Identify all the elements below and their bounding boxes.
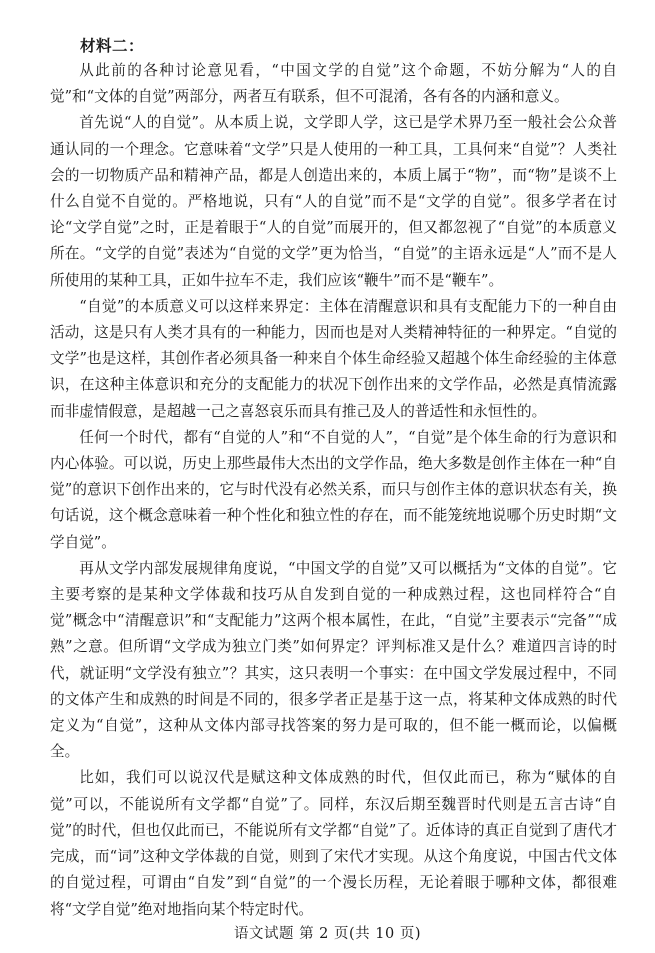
- paragraph-5: 再从文学内部发展规律角度说，“中国文学的自觉”又可以概括为“文体的自觉”。它主要考察的是某种文学体裁和技巧从自发到自觉的一种成熟过程，这也同样符合“自觉”概念中“清醒意识”和“支配能力”这两个根本属性，在此，“自觉”主要表示“完备”“成熟”之意。但所谓“文学成为独立门类”如何界定？评判标准又是什么？难道四言诗的时代，就证明“文学没有独立”？其实，这只表明一个事实：在中国文学发展过程中，不同的文体产生和成熟的时间是不同的，很多学者正是基于这一点，将某种文体成熟的时代定义为“自觉”，这种从文体内部寻找答案的努力是可取的，但不能一概而论，以偏概全。: [50, 559, 617, 761]
- paragraph-2: 首先说“人的自觉”。从本质上说，文学即人学，这已是学术界乃至一般社会公众普通认同的一个理念。它意味着“文学”只是人使用的一种工具，工具何来“自觉”？人类社会的一切物质产品和精神产品，都是人创造出来的，本质上属于“物”，而“物”是谈不上什么自觉不自觉的。严格地说，只有“人的自觉”而不是“文学的自觉”。很多学者在讨论“文学自觉”之时，正是着眼于“人的自觉”而展开的，但又都忽视了“自觉”的本质意义所在。“文学的自觉”表述为“自觉的文学”更为恰当，“自觉”的主语永远是“人”而不是人所使用的某种工具，正如牛拉车不走，我们应该“鞭牛”而不是“鞭车”。: [50, 114, 617, 289]
- paragraph-4: 任何一个时代，都有“自觉的人”和“不自觉的人”，“自觉”是个体生命的行为意识和内心体验。可以说，历史上那些最伟大杰出的文学作品，绝大多数是创作主体在一种“自觉”的意识下创作出来的，它与时代没有必然关系，而只与创作主体的意识状态有关，换句话说，这个概念意味着一种个性化和独立性的存在，而不能笼统地说哪个历史时期“文学自觉”。: [50, 428, 617, 551]
- paragraph-6: 比如，我们可以说汉代是赋这种文体成熟的时代，但仅此而已，称为“赋体的自觉”可以，不能说所有文学都“自觉”了。同样，东汉后期至魏晋时代则是五言古诗“自觉”的时代，但也仅此而已，不能说所有文学都“自觉”了。近体诗的真正自觉到了唐代才完成，而“词”这种文学体裁的自觉，则到了宋代才实现。从这个角度说，中国古代文体的自觉过程，可谓由“自发”到“自觉”的一个漫长历程，无论着眼于哪种文体，都很难将“文学自觉”绝对地指向某个特定时代。: [50, 769, 617, 918]
- section-heading: 材料二：: [80, 36, 145, 55]
- article-body: [50, 58, 617, 923]
- page-footer: 语文试题 第 2 页(共 10 页): [233, 926, 422, 942]
- paragraph-1: 从此前的各种讨论意见看，“中国文学的自觉”这个命题，不妨分解为“人的自觉”和“文体的自觉”两部分，两者互有联系，但不可混淆，各有各的内涵和意义。: [50, 62, 617, 106]
- paragraph-3: “自觉”的本质意义可以这样来界定：主体在清醒意识和具有支配能力下的一种自由活动，这是只有人类才具有的一种能力，因而也是对人类精神特征的一种界定。“自觉的文学”也是这样，其创作者必须具备一种来自个体生命经验又超越个体生命经验的主体意识，在这种主体意识和充分的支配能力的状况下创作出来的文学作品，必然是真情流露而非虚情假意，是超越一己之喜怒哀乐而具有推己及人的普适性和永恒性的。: [50, 297, 617, 420]
